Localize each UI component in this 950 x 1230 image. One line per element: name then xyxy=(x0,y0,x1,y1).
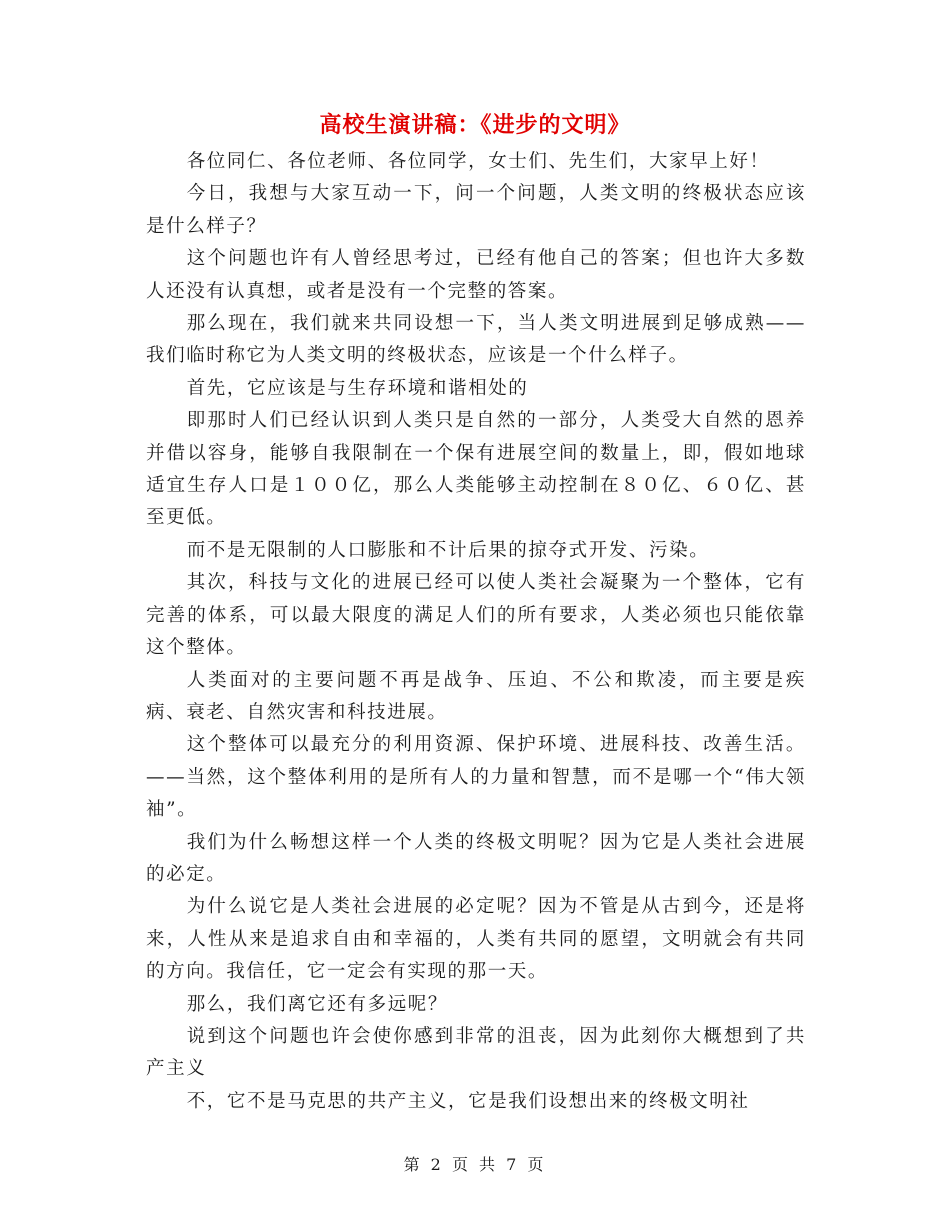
paragraph: 我们为什么畅想这样一个人类的终极文明呢？因为它是人类社会进展的必定。 xyxy=(146,831,806,885)
paragraph: 今日，我想与大家互动一下，问一个问题，人类文明的终极状态应该是什么样子？ xyxy=(146,183,806,237)
paragraph: 其次，科技与文化的进展已经可以使人类社会凝聚为一个整体，它有完善的体系，可以最大限度的满足人们的所有要求，人类必须也只能依靠这个整体。 xyxy=(146,572,806,659)
paragraph: 而不是无限制的人口膨胀和不计后果的掠夺式开发、污染。 xyxy=(186,539,710,561)
paragraph: 说到这个问题也许会使你感到非常的沮丧，因为此刻你大概想到了共产主义 xyxy=(146,1025,806,1080)
paragraph: 那么，我们离它还有多远呢？ xyxy=(186,993,448,1015)
document-body xyxy=(146,146,806,1118)
paragraph: 人类面对的主要问题不再是战争、压迫、不公和欺凌，而主要是疾病、衰老、自然灾害和科技进展。 xyxy=(146,669,806,723)
paragraph: 不，它不是马克思的共产主义，它是我们设想出来的终极文明社 xyxy=(186,1090,750,1112)
paragraph: 这个问题也许有人曾经思考过，已经有他自己的答案；但也许大多数人还没有认真想，或者是没有一个完整的答案。 xyxy=(146,248,806,302)
paragraph: 即那时人们已经认识到人类只是自然的一部分，人类受大自然的恩养并借以容身，能够自我限制在一个保有进展空间的数量上，即，假如地球适宜生存人口是１００亿，那么人类能够主动控制在８０亿、６０亿、甚至更低。 xyxy=(146,410,806,529)
paragraph: 首先，它应该是与生存环境和谐相处的 xyxy=(186,377,529,399)
paragraph: 这个整体可以最充分的利用资源、保护环境、进展科技、改善生活。——当然，这个整体利用的是所有人的力量和智慧，而不是哪一个“伟大领袖”。 xyxy=(146,734,806,821)
paragraph: 为什么说它是人类社会进展的必定呢？因为不管是从古到今，还是将来，人性从来是追求自由和幸福的，人类有共同的愿望，文明就会有共同的方向。我信任，它一定会有实现的那一天。 xyxy=(146,896,806,983)
paragraph: 各位同仁、各位老师、各位同学，女士们、先生们，大家早上好！ xyxy=(186,151,770,172)
paragraph: 那么现在，我们就来共同设想一下，当人类文明进展到足够成熟——我们临时称它为人类文明的终极状态，应该是一个什么样子。 xyxy=(146,313,806,367)
document-title: 高校生演讲稿：《进步的文明》 xyxy=(319,112,631,138)
page-footer: 第 2 页 共 7 页 xyxy=(403,1155,547,1174)
